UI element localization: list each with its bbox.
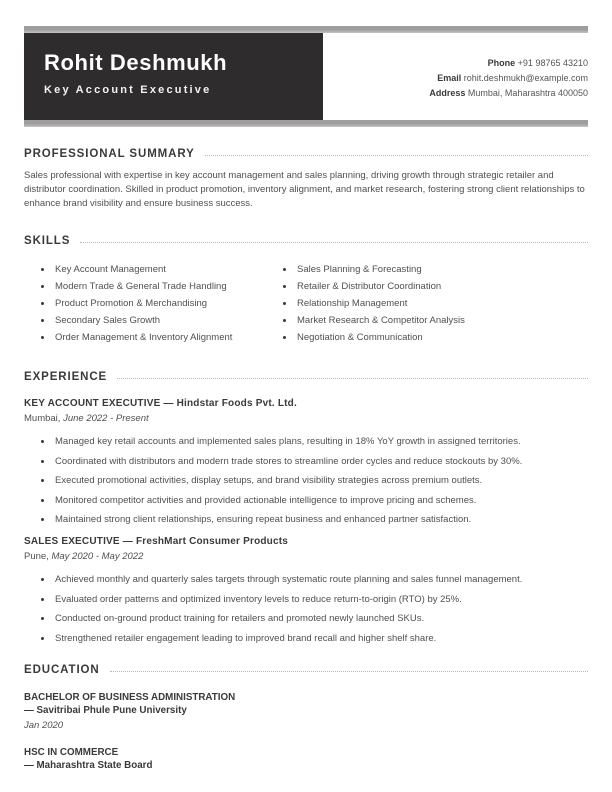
experience-bullet: Achieved monthly and quarterly sales targets through systematic route planning and sales funnel management. <box>24 573 588 586</box>
education-date: Jan 2020 <box>24 719 64 731</box>
skill-item: Retailer & Distributor Coordination <box>266 278 588 295</box>
skills-heading: SKILLS <box>24 235 71 247</box>
dotted-rule <box>80 242 588 243</box>
contact-email <box>437 73 588 83</box>
contact-email-label: Email <box>437 72 462 83</box>
skills-column-left <box>24 261 266 346</box>
skills-column-right <box>266 261 588 346</box>
experience-bullet: Executed promotional activities, display setups, and brand visibility strategies across premium outlets. <box>24 474 588 487</box>
experience-job-1 <box>24 397 588 526</box>
job-meta <box>24 412 588 425</box>
experience-bullet: Maintained strong client relationships, ensuring repeat business and enhanced partner satisfaction. <box>24 513 588 526</box>
job-meta <box>24 550 588 563</box>
skills-section-header <box>24 235 588 248</box>
contact-block <box>323 33 588 120</box>
skill-item: Negotiation & Communication <box>266 329 588 346</box>
experience-bullet: Monitored competitor activities and provided actionable intelligence to improve pricing and schemes. <box>24 494 588 507</box>
experience-bullet: Managed key retail accounts and implemented sales plans, resulting in 18% YoY growth in assigned territories. <box>24 435 588 448</box>
section-experience <box>24 371 588 645</box>
skill-item: Key Account Management <box>24 261 266 278</box>
skill-item: Order Management & Inventory Alignment <box>24 329 266 346</box>
name-box <box>24 33 323 120</box>
skill-item: Product Promotion & Merchandising <box>24 295 266 312</box>
education-item-1 <box>24 691 588 732</box>
education-heading: EDUCATION <box>24 663 100 676</box>
education-institution: — Maharashtra State Board <box>24 760 153 771</box>
education-item-2 <box>24 746 588 773</box>
top-divider-bar <box>24 26 588 33</box>
dotted-rule <box>117 378 588 379</box>
contact-address <box>429 88 588 98</box>
contact-email-value: rohit.deshmukh@example.com <box>463 72 588 83</box>
person-title: Key Account Executive <box>44 84 212 96</box>
header-divider-bar <box>24 120 588 127</box>
experience-bullet: Strengthened retailer engagement leading to improved brand recall and higher shelf share. <box>24 632 588 645</box>
contact-phone-value: +91 98765 43210 <box>517 57 588 68</box>
experience-bullet: Evaluated order patterns and optimized inventory levels to reduce return-to-origin (RTO) by 25%. <box>24 593 588 606</box>
job-title: SALES EXECUTIVE — FreshMart Consumer Products <box>24 536 289 547</box>
summary-heading: PROFESSIONAL SUMMARY <box>24 148 195 160</box>
job-location: Mumbai, <box>24 413 61 424</box>
summary-text: Sales professional with expertise in key account management and sales planning, driving growth through strategic retailer and distributor coordination. Skilled in product promotion, inventory alignment, and market research, fostering strong client relationships to enhance brand visibility and ensure business success. <box>24 170 585 209</box>
contact-address-value: Mumbai, Maharashtra 400050 <box>467 87 588 98</box>
skill-item: Secondary Sales Growth <box>24 312 266 329</box>
skill-item: Relationship Management <box>266 295 588 312</box>
header <box>24 33 588 120</box>
skills-columns <box>24 261 588 346</box>
dotted-rule <box>205 155 588 156</box>
contact-address-label: Address <box>429 87 466 98</box>
section-skills <box>24 235 588 346</box>
skill-item: Market Research & Competitor Analysis <box>266 312 588 329</box>
job-dates: June 2022 - Present <box>63 413 149 424</box>
education-degree: BACHELOR OF BUSINESS ADMINISTRATION <box>24 691 236 703</box>
education-degree: HSC IN COMMERCE <box>24 746 119 758</box>
experience-bullet: Coordinated with distributors and modern trade stores to streamline order cycles and reduce stockouts by 30%. <box>24 455 588 468</box>
job-location: Pune, <box>24 551 49 562</box>
contact-phone-label: Phone <box>487 57 516 68</box>
job-bullet-list <box>24 573 588 645</box>
education-institution: — Savitribai Phule Pune University <box>24 705 187 716</box>
education-section-header <box>24 664 588 677</box>
section-professional-summary <box>24 148 588 211</box>
person-name: Rohit Deshmukh <box>44 50 228 75</box>
experience-heading: EXPERIENCE <box>24 371 108 383</box>
job-bullet-list <box>24 435 588 526</box>
contact-phone <box>488 58 588 68</box>
job-title: KEY ACCOUNT EXECUTIVE — Hindstar Foods Pvt. Ltd. <box>24 398 297 409</box>
experience-bullet: Conducted on-ground product training for retailers and promoted newly launched SKUs. <box>24 612 588 625</box>
dotted-rule <box>110 671 588 672</box>
skill-item: Sales Planning & Forecasting <box>266 261 588 278</box>
skill-item: Modern Trade & General Trade Handling <box>24 278 266 295</box>
experience-job-2 <box>24 535 588 645</box>
experience-section-header <box>24 371 588 384</box>
summary-section-header <box>24 148 588 161</box>
job-dates: May 2020 - May 2022 <box>51 551 144 562</box>
section-education <box>24 664 588 773</box>
